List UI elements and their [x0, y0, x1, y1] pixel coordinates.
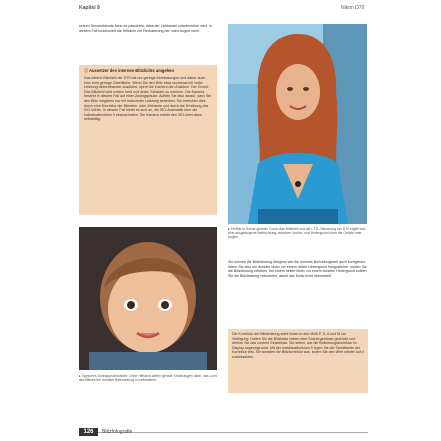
footer-rule [98, 432, 368, 433]
woman-photo-image [228, 24, 367, 224]
chapter-label: Kapitel 8 [79, 5, 100, 11]
caption-marker-icon-2: ▸ [79, 374, 81, 378]
tip-body: Das interne Blitzlicht der D70 hat nur geringe Abmessungen und daher auch eine sehr geringe Oberfläche. Wenn Sie den Blitz etwa sechsmal mit voller Leistung hintereinander auslösen, sperrt die Kamera den Auslöser. Der Grund: Das Blitzlicht wird extrem heiß und droht, Schaden zu nehmen. Die Kamera besteht in diesem Fall auf einer Zwangspause. Achten Sie also darauf, dass Sie den Blitz möglichst nur mit reduzierter Leistung betreiben. Sie erreichen dies durch eine Korrektur der Blenden- oder Zeitwerte und durch die Erhöhung des ISO-Werts. In diesem Fall bietet es sich an, die ISO-Automatik über die Individualfunktion 5 einzuschalten. Die Kamera erhöht den ISO-Wert dann selbsttätig. [84, 76, 212, 122]
child-photo [79, 227, 217, 370]
flash-correction-tip-text: Die Korrektur der Blitzleistung steht Ihnen in den Modi P, S, A und M zur Verfügung. Halten Sie die Blitztaste neben dem Suchergehäuse gedrückt und drehen Sie das vordere Einstellrad. Sie sehen, wie die Belichtungskorrektur im Display angezeigt wird. Mit der Individualfunktion 9 legen Sie die Schrittweite der Korrektur fest. Sie schalten die Blitzkorrektur aus, indem Sie den Wert wieder auf 0 zurücksetzen. [232, 332, 364, 359]
child-photo-image [79, 227, 217, 370]
tip-title-text: Aussetzer des internen Blitzlichts umgehen [89, 68, 174, 73]
intro-paragraph: setzen Sonnenblende kann es passieren, dass der Lichtstrahl unterbrochen wird. In diesem Fall funktioniert die Hilfslicht zur Reduzierung der roten Augen nicht. [79, 24, 212, 33]
woman-photo [228, 24, 367, 224]
flash-correction-paragraph: Sie können die Blitzleistung übrigens wie die normale Belichtungszeit auch korrigieren. Wenn Sie also ein dunkles Motiv vor einem hellen Hintergrund fotografieren, sollten Sie die Blitzleistung erhöhen, bei einem hellen Motiv vor einem dunklen Hintergrund sollten Sie die Blitzleistung reduzieren, damit das Motiv nicht überstrahlt. [228, 260, 367, 278]
page-number: 126 [79, 428, 98, 436]
caption-marker-icon: ▸ [228, 227, 230, 231]
camera-label: Nikon D70 [341, 5, 365, 11]
child-photo-caption [79, 374, 217, 396]
child-caption-text: Typisches Schnappschussfoto: Ohne Hilfslicht wären gerade Kinderaugen dann, das Licht des Blitzes bei frontaler Beleuchtung zu reflektieren. [79, 374, 217, 383]
woman-photo-caption [228, 227, 367, 253]
tip-title [84, 68, 214, 74]
section-label: Blitzfotografie [102, 429, 133, 435]
woman-caption-text: Perfekt in Szene gesetzt: Durch das Hilfslicht und die i-TTL-Steuerung der D70 ergibt sich eine ausgewogene Beleuchtung zwischen Vorder- und Hintergrund ohne die Gefahr roter Augen. [228, 227, 366, 240]
info-icon: ⓘ [84, 68, 89, 73]
